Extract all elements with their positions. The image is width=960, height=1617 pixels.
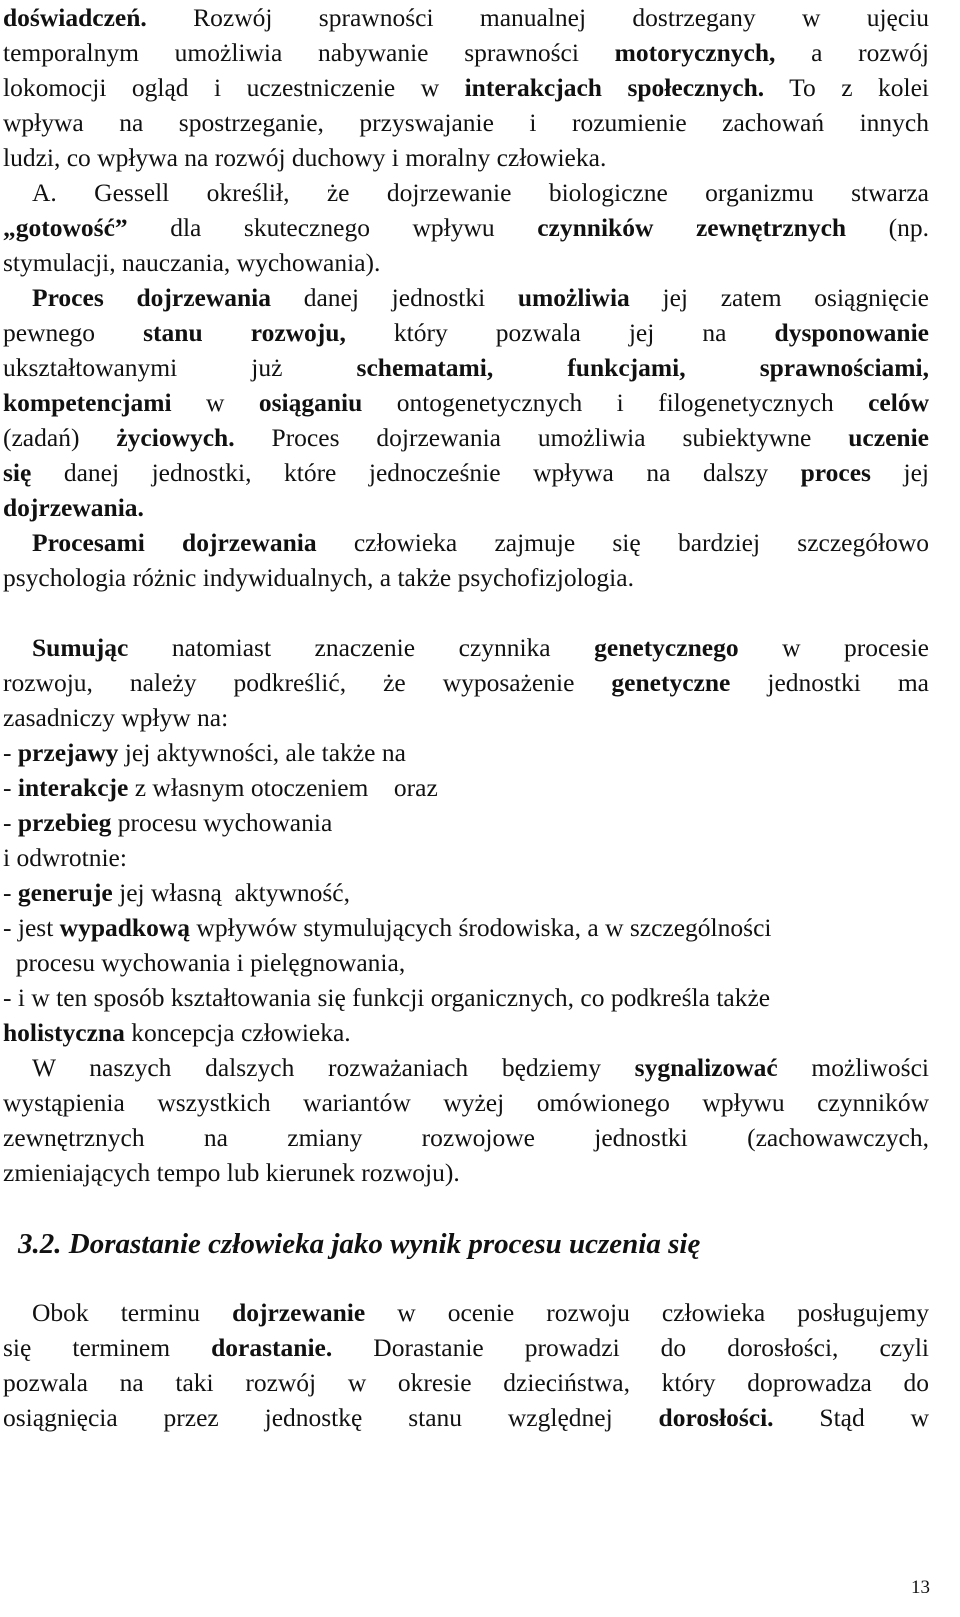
text-line: psychologia różnic indywidualnych, a także psychofizjologia. [3, 563, 634, 592]
text-line: zewnętrznych na zmiany rozwojowe jednostki (zachowawczych, [3, 1123, 929, 1152]
text-line: się danej jednostki, które jednocześnie wpływa na dalszy proces jej [3, 458, 929, 487]
text-line: temporalnym umożliwia nabywanie sprawności motorycznych, a rozwój [3, 38, 929, 67]
text-line: rozwoju, należy podkreślić, że wyposażenie genetyczne jednostki ma [3, 668, 930, 697]
text-line: procesu wychowania i pielęgnowania, [3, 948, 406, 977]
text-line: zasadniczy wpływ na: [3, 703, 229, 732]
text-line: osiągnięcia przez jednostkę stanu względnej dorosłości. Stąd w [3, 1403, 929, 1432]
text-line: Sumując natomiast znaczenie czynnika genetycznego w procesie [32, 633, 929, 662]
list-item: - jest wypadkową wpływów stymulujących środowiska, a w szczególności [3, 913, 772, 942]
text-line: się terminem dorastanie. Dorastanie prowadzi do dorosłości, czyli [3, 1333, 930, 1362]
page-number: 13 [911, 1577, 930, 1598]
text-line: (zadań) życiowych. Proces dojrzewania umożliwia subiektywne uczenie [3, 423, 929, 452]
list-item: - generuje jej własną aktywność, [3, 878, 350, 907]
text-line: i odwrotnie: [3, 843, 127, 872]
paragraph-genetic-factor [3, 630, 929, 1050]
text-line: zmieniających tempo lub kierunek rozwoju). [3, 1158, 460, 1187]
text-line: pozwala na taki rozwój w okresie dzieciństwa, który doprowadza do [3, 1368, 929, 1397]
text-line: ukształtowanymi już schematami, funkcjami, sprawnościami, [3, 353, 929, 382]
text-line: Obok terminu dojrzewanie w ocenie rozwoju człowieka posługujemy [32, 1298, 929, 1327]
text-line: A. Gessell określił, że dojrzewanie biologiczne organizmu stwarza [32, 178, 929, 207]
list-item: - interakcje z własnym otoczeniem oraz [3, 773, 438, 802]
paragraph-development-skills [3, 0, 929, 175]
text-line: ludzi, co wpływa na rozwój duchowy i moralny człowieka. [3, 143, 607, 172]
text-line: Procesami dojrzewania człowieka zajmuje się bardziej szczegółowo [32, 528, 929, 557]
list-item: - i w ten sposób kształtowania się funkcji organicznych, co podkreśla także [3, 983, 771, 1012]
list-item: - przejawy jej aktywności, ale także na [3, 738, 406, 767]
paragraph-psychology [3, 525, 929, 595]
paragraph-maturation-process [3, 280, 929, 525]
list-item: - przebieg procesu wychowania [3, 808, 333, 837]
paragraph-growing-up [3, 1295, 929, 1435]
paragraph-further-considerations [3, 1050, 929, 1190]
text-line: „gotowość” dla skutecznego wpływu czynników zewnętrznych (np. [3, 213, 929, 242]
text-line: pewnego stanu rozwoju, który pozwala jej na dysponowanie [3, 318, 929, 347]
text-line: stymulacji, nauczania, wychowania). [3, 248, 381, 277]
text-line: doświadczeń. Rozwój sprawności manualnej dostrzegany w ujęciu [3, 3, 929, 32]
text-line: lokomocji ogląd i uczestniczenie w interakcjach społecznych. To z kolei [3, 73, 929, 102]
paragraph-gessell [3, 175, 929, 280]
text-line: W naszych dalszych rozważaniach będziemy sygnalizować możliwości [32, 1053, 929, 1082]
text-line: Proces dojrzewania danej jednostki umożliwia jej zatem osiągnięcie [32, 283, 929, 312]
text-line: wpływa na spostrzeganie, przyswajanie i rozumienie zachowań innych [3, 108, 929, 137]
text-line: dojrzewania. [3, 493, 144, 522]
text-line: holistyczna koncepcja człowieka. [3, 1018, 351, 1047]
text-line: wystąpienia wszystkich wariantów wyżej omówionego wpływu czynników [3, 1088, 929, 1117]
section-heading: 3.2. Dorastanie człowieka jako wynik procesu uczenia się [18, 1228, 701, 1260]
text-line: kompetencjami w osiąganiu ontogenetycznych i filogenetycznych celów [3, 388, 929, 417]
